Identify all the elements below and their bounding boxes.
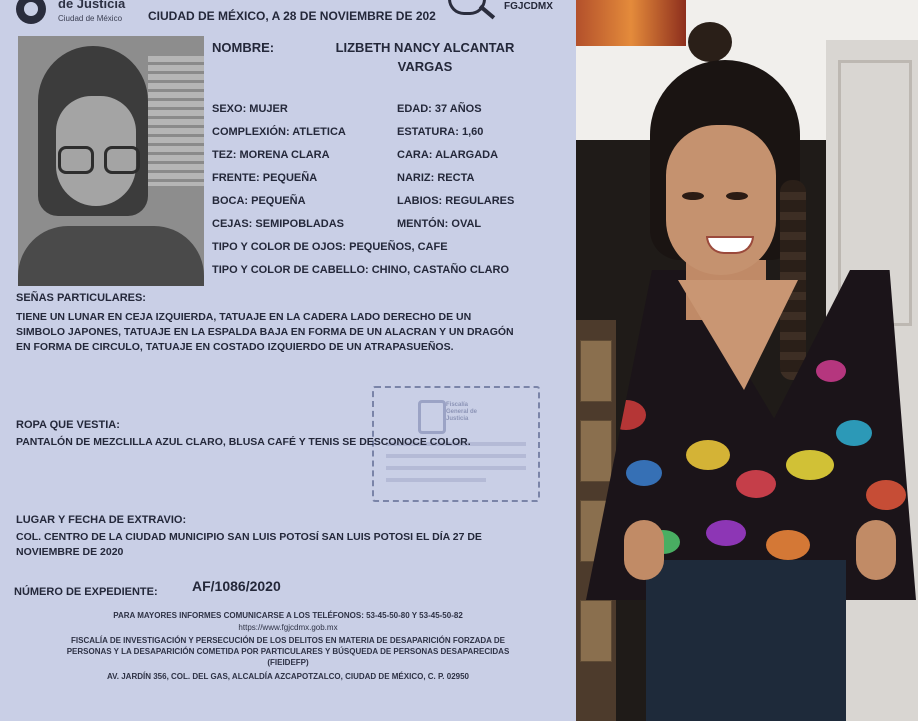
person-name xyxy=(300,38,550,76)
field-chin xyxy=(397,218,481,230)
field-value: 37 AÑOS xyxy=(434,103,482,115)
blouse-pattern xyxy=(786,450,834,480)
field-label: LABIOS: xyxy=(397,195,443,207)
footer-office: PERSONAS Y LA DESAPARICIÓN COMETIDA POR PARTICULARES Y BÚSQUEDA DE PERSONAS DESAPARECIDAS xyxy=(66,647,510,656)
agency-logo-text: FGJCDMX xyxy=(504,1,553,12)
blouse-pattern xyxy=(866,480,906,510)
field-value: CHINO, CASTAÑO CLARO xyxy=(371,264,510,276)
shelf-item xyxy=(580,600,612,662)
field-label: TEZ: xyxy=(212,149,237,161)
field-value: REGULARES xyxy=(445,195,515,207)
blouse-pattern xyxy=(626,460,662,486)
glasses-right xyxy=(104,146,140,174)
field-face xyxy=(397,149,498,161)
fgj-logo-icon xyxy=(16,0,46,24)
stamp-logo-icon xyxy=(418,400,446,434)
blouse-pattern xyxy=(736,470,776,498)
field-height xyxy=(397,126,483,138)
marks-text xyxy=(16,310,514,355)
stamp-line: General de xyxy=(446,409,478,415)
eye-right xyxy=(726,192,748,200)
field-label: EDAD: xyxy=(397,103,432,115)
shelf-item xyxy=(580,420,612,482)
magnifier-handle xyxy=(479,5,495,20)
field-value: MUJER xyxy=(249,103,288,115)
wall-painting xyxy=(576,0,686,46)
photo-background xyxy=(148,56,204,186)
jeans xyxy=(646,560,846,721)
marks-label: SEÑAS PARTICULARES: xyxy=(16,292,146,304)
footer-phones: PARA MAYORES INFORMES COMUNICARSE A LOS TELÉFONOS: 53-45-50-80 Y 53-45-50-82 xyxy=(113,611,463,620)
field-forehead xyxy=(212,172,317,184)
blouse-pattern xyxy=(766,530,810,560)
field-label: MENTÓN: xyxy=(397,218,449,230)
field-nose xyxy=(397,172,474,184)
org-city: Ciudad de México xyxy=(58,14,123,23)
hair-bun xyxy=(688,22,732,62)
blouse-pattern xyxy=(836,420,872,446)
person-name-line2: VARGAS xyxy=(397,59,453,74)
missing-label: LUGAR Y FECHA DE EXTRAVIO: xyxy=(16,514,187,526)
field-sex xyxy=(212,103,288,115)
footer-office: (FIEIDEFP) xyxy=(267,658,309,667)
field-age xyxy=(397,103,482,115)
field-complexion xyxy=(212,149,330,161)
field-label: FRENTE: xyxy=(212,172,260,184)
field-value: ATLETICA xyxy=(292,126,346,138)
eye-left xyxy=(682,192,704,200)
field-value: OVAL xyxy=(451,218,482,230)
field-mouth xyxy=(212,195,306,207)
stamp-line: Fiscalía xyxy=(446,402,469,408)
field-label: TIPO Y COLOR DE CABELLO: xyxy=(212,264,369,276)
stamp-text xyxy=(446,402,477,423)
field-value: PEQUEÑA xyxy=(262,172,318,184)
marks-line: TIENE UN LUNAR EN CEJA IZQUIERDA, TATUAJE EN LA CADERA LADO DERECHO DE UN xyxy=(16,311,472,323)
field-value: ALARGADA xyxy=(435,149,499,161)
field-value: RECTA xyxy=(437,172,475,184)
field-label: COMPLEXIÓN: xyxy=(212,126,290,138)
clothing-label: ROPA QUE VESTIA: xyxy=(16,419,120,431)
field-value: PEQUEÑA xyxy=(251,195,306,207)
stamp-line: Justicia xyxy=(446,416,469,422)
field-build xyxy=(212,126,346,138)
field-lips xyxy=(397,195,514,207)
field-label: TIPO Y COLOR DE OJOS: xyxy=(212,241,347,253)
field-value: 1,60 xyxy=(461,126,484,138)
field-label: CARA: xyxy=(397,149,433,161)
person-photo xyxy=(18,36,204,286)
file-number: AF/1086/2020 xyxy=(192,578,281,594)
hand-left xyxy=(624,520,664,580)
marks-line: EN FORMA DE CIRCULO, TATUAJE EN COSTADO IZQUIERDO DE UN ATRAPASUEÑOS. xyxy=(16,341,454,353)
photo-body xyxy=(18,226,204,286)
name-label: NOMBRE: xyxy=(212,40,275,55)
field-value: SEMIPOBLADAS xyxy=(255,218,345,230)
glasses-left xyxy=(58,146,94,174)
stamp-rule xyxy=(386,478,486,482)
place-date: CIUDAD DE MÉXICO, A 28 DE NOVIEMBRE DE 202 xyxy=(148,9,436,23)
footer-address: AV. JARDÍN 356, COL. DEL GAS, ALCALDÍA AZCAPOTZALCO, CIUDAD DE MÉXICO, C. P. 02950 xyxy=(107,672,469,681)
missing-line: COL. CENTRO DE LA CIUDAD MUNICIPIO SAN LUIS POTOSÍ SAN LUIS POTOSI EL DÍA 27 DE xyxy=(16,531,482,543)
person-recent-photo xyxy=(576,0,918,721)
footer-url: https://www.fgjcdmx.gob.mx xyxy=(238,623,338,632)
field-label: BOCA: xyxy=(212,195,249,207)
shelf-item xyxy=(580,340,612,402)
person-name-line1: LIZBETH NANCY ALCANTAR xyxy=(335,40,515,55)
missing-text xyxy=(16,530,482,560)
field-value: MORENA CLARA xyxy=(239,149,330,161)
stamp-rule xyxy=(386,454,526,458)
field-value: PEQUEÑOS, CAFE xyxy=(349,241,448,253)
missing-line: NOVIEMBRE DE 2020 xyxy=(16,546,124,558)
field-eyebrows xyxy=(212,218,344,230)
field-label: SEXO: xyxy=(212,103,247,115)
footer-office: FISCALÍA DE INVESTIGACIÓN Y PERSECUCIÓN DE LOS DELITOS EN MATERIA DE DESAPARICIÓN FORZADA DE xyxy=(71,636,505,645)
stamp-rule xyxy=(386,466,526,470)
blouse-pattern xyxy=(686,440,730,470)
field-label: NARIZ: xyxy=(397,172,435,184)
clothing-text: PANTALÓN DE MEZCLILLA AZUL CLARO, BLUSA CAFÉ Y TENIS SE DESCONOCE COLOR. xyxy=(16,436,471,448)
field-hair xyxy=(212,264,509,276)
org-name: de Justicia xyxy=(58,0,126,11)
file-label: NÚMERO DE EXPEDIENTE: xyxy=(14,586,158,598)
field-label: CEJAS: xyxy=(212,218,253,230)
blouse-pattern xyxy=(706,520,746,546)
blouse-pattern xyxy=(816,360,846,382)
field-eyes xyxy=(212,241,448,253)
marks-line: SIMBOLO JAPONES, TATUAJE EN LA ESPALDA BAJA EN FORMA DE UN ALACRAN Y UN DRAGÓN xyxy=(16,326,514,338)
hand-right xyxy=(856,520,896,580)
field-label: ESTATURA: xyxy=(397,126,459,138)
